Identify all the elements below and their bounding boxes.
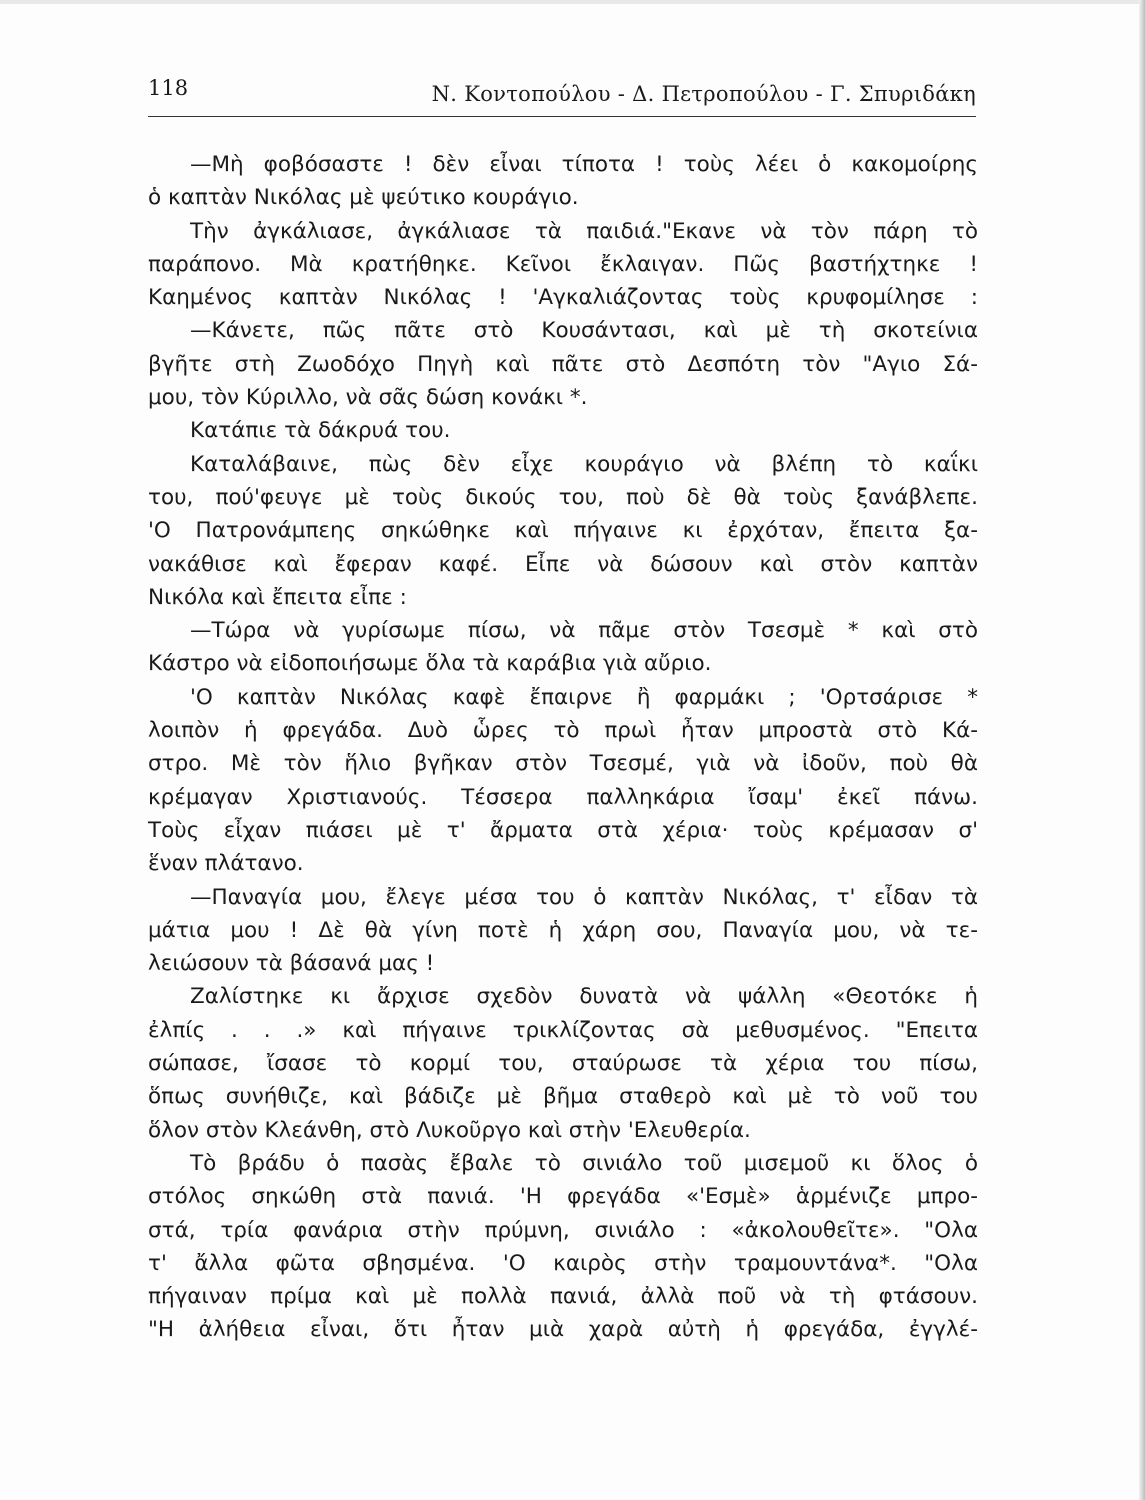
text-line: κρέμαγαν Χριστιανούς. Τέσσερα παλληκάρια ἴσαμ' ἐκεῖ πάνω. [148,784,978,810]
text-line: πήγαιναν πρίμα καὶ μὲ πολλὰ πανιά, ἀλλὰ ποῦ νὰ τὴ φτάσουν. [148,1284,978,1310]
page-top-edge [0,0,1145,4]
text-line: Τοὺς εἶχαν πιάσει μὲ τ' ἄρματα στὰ χέρια· τοὺς κρέμασαν σ' [148,817,978,843]
text-line: Τὴν ἀγκάλιασε, ἀγκάλιασε τὰ παιδιά."Εκανε νὰ τὸν πάρη τὸ [190,218,978,244]
text-line: παράπονο. Μὰ κρατήθηκε. Κεῖνοι ἔκλαιγαν. Πῶς βαστήχτηκε ! [148,251,978,277]
text-line: —Τώρα νὰ γυρίσωμε πίσω, νὰ πᾶμε στὸν Τσεσμὲ * καὶ στὸ [190,618,978,644]
text-line: ὅλον στὸν Κλεάνθη, στὸ Λυκοῦργο καὶ στὴν 'Ελευθερία. [148,1117,751,1143]
text-line: 'Ο καπτὰν Νικόλας καφὲ ἔπαιρνε ἢ φαρμάκι ; 'Ορτσάρισε * [190,684,978,710]
text-line: Νικόλα καὶ ἔπειτα εἶπε : [148,584,407,610]
text-line: ὁ καπτὰν Νικόλας μὲ ψεύτικο κουράγιο. [148,185,579,211]
text-line: Τὸ βράδυ ὁ πασὰς ἔβαλε τὸ σινιάλο τοῦ μισεμοῦ κι ὅλος ὁ [190,1150,978,1176]
text-line: μάτια μου ! Δὲ θὰ γίνη ποτὲ ἡ χάρη σου, Παναγία μου, νὰ τε- [148,917,978,943]
text-line: Ζαλίστηκε κι ἄρχισε σχεδὸν δυνατὰ νὰ ψάλλη «Θεοτόκε ἡ [190,984,978,1010]
text-line: τ' ἄλλα φῶτα σβησμένα. 'Ο καιρὸς στὴν τραμουντάνα*. "Ολα [148,1250,978,1276]
text-line: νακάθισε καὶ ἔφεραν καφέ. Εἶπε νὰ δώσουν καὶ στὸν καπτὰν [148,551,978,577]
text-line: σώπασε, ἴσασε τὸ κορμί του, σταύρωσε τὰ χέρια του πίσω, [148,1051,978,1077]
text-line: βγῆτε στὴ Ζωοδόχο Πηγὴ καὶ πᾶτε στὸ Δεσπότη τὸν "Αγιο Σά- [148,351,978,377]
text-line: —Μὴ φοβόσαστε ! δὲν εἶναι τίποτα ! τοὺς λέει ὁ κακομοίρης [190,152,978,177]
text-line: —Κάνετε, πῶς πᾶτε στὸ Κουσάντασι, καὶ μὲ τὴ σκοτείνια [190,318,978,344]
text-line: ἐλπίς . . .» καὶ πήγαινε τρικλίζοντας σὰ μεθυσμένος. "Επειτα [148,1017,978,1043]
text-line: Καταλάβαινε, πὼς δὲν εἶχε κουράγιο νὰ βλέπη τὸ καΐκι [190,451,978,477]
text-line: Καημένος καπτὰν Νικόλας ! 'Αγκαλιάζοντας τοὺς κρυφομίλησε : [148,285,978,311]
text-line: 'Ο Πατρονάμπεης σηκώθηκε καὶ πήγαινε κι ἐρχόταν, ἔπειτα ξα- [148,518,978,544]
text-line: —Παναγία μου, ἔλεγε μέσα του ὁ καπτὰν Νικόλας, τ' εἶδαν τὰ [190,884,978,910]
text-line: Κατάπιε τὰ δάκρυά του. [190,418,451,444]
text-line: Κάστρο νὰ εἰδοποιήσωμε ὅλα τὰ καράβια γιὰ αὔριο. [148,651,712,677]
text-line: ὅπως συνήθιζε, καὶ βάδιζε μὲ βῆμα σταθερὸ καὶ μὲ τὸ νοῦ του [148,1084,978,1110]
text-line: στρο. Μὲ τὸν ἥλιο βγῆκαν στὸν Τσεσμέ, γιὰ νὰ ἰδοῦν, ποὺ θὰ [148,751,978,777]
text-line: λειώσουν τὰ βάσανά μας ! [148,951,435,977]
text-line: ἕναν πλάτανο. [148,851,304,877]
running-head: Ν. Κοντοπούλου - Δ. Πετροπούλου - Γ. Σπυριδάκη [431,82,976,106]
text-line: "Η ἀλήθεια εἶναι, ὅτι ἦταν μιὰ χαρὰ αὐτὴ ἡ φρεγάδα, ἐγγλέ- [148,1317,978,1343]
text-line: μου, τὸν Κύριλλο, νὰ σᾶς δώση κονάκι *. [148,385,588,411]
body-text [148,148,978,1347]
page-header [148,76,976,117]
page-number: 118 [148,76,189,100]
text-line: του, πού'φευγε μὲ τοὺς δικούς του, ποὺ δὲ θὰ τοὺς ξανάβλεπε. [148,484,978,510]
page-binding-edge [1139,0,1145,1500]
text-line: λοιπὸν ἡ φρεγάδα. Δυὸ ὧρες τὸ πρωὶ ἦταν μπροστὰ στὸ Κά- [148,718,978,744]
text-line: στόλος σηκώθη στὰ πανιά. 'Η φρεγάδα «'Εσμὲ» ἁρμένιζε μπρο- [148,1184,978,1210]
text-line: στά, τρία φανάρια στὴν πρύμνη, σινιάλο : «ἀκολουθεῖτε». "Ολα [148,1217,978,1243]
